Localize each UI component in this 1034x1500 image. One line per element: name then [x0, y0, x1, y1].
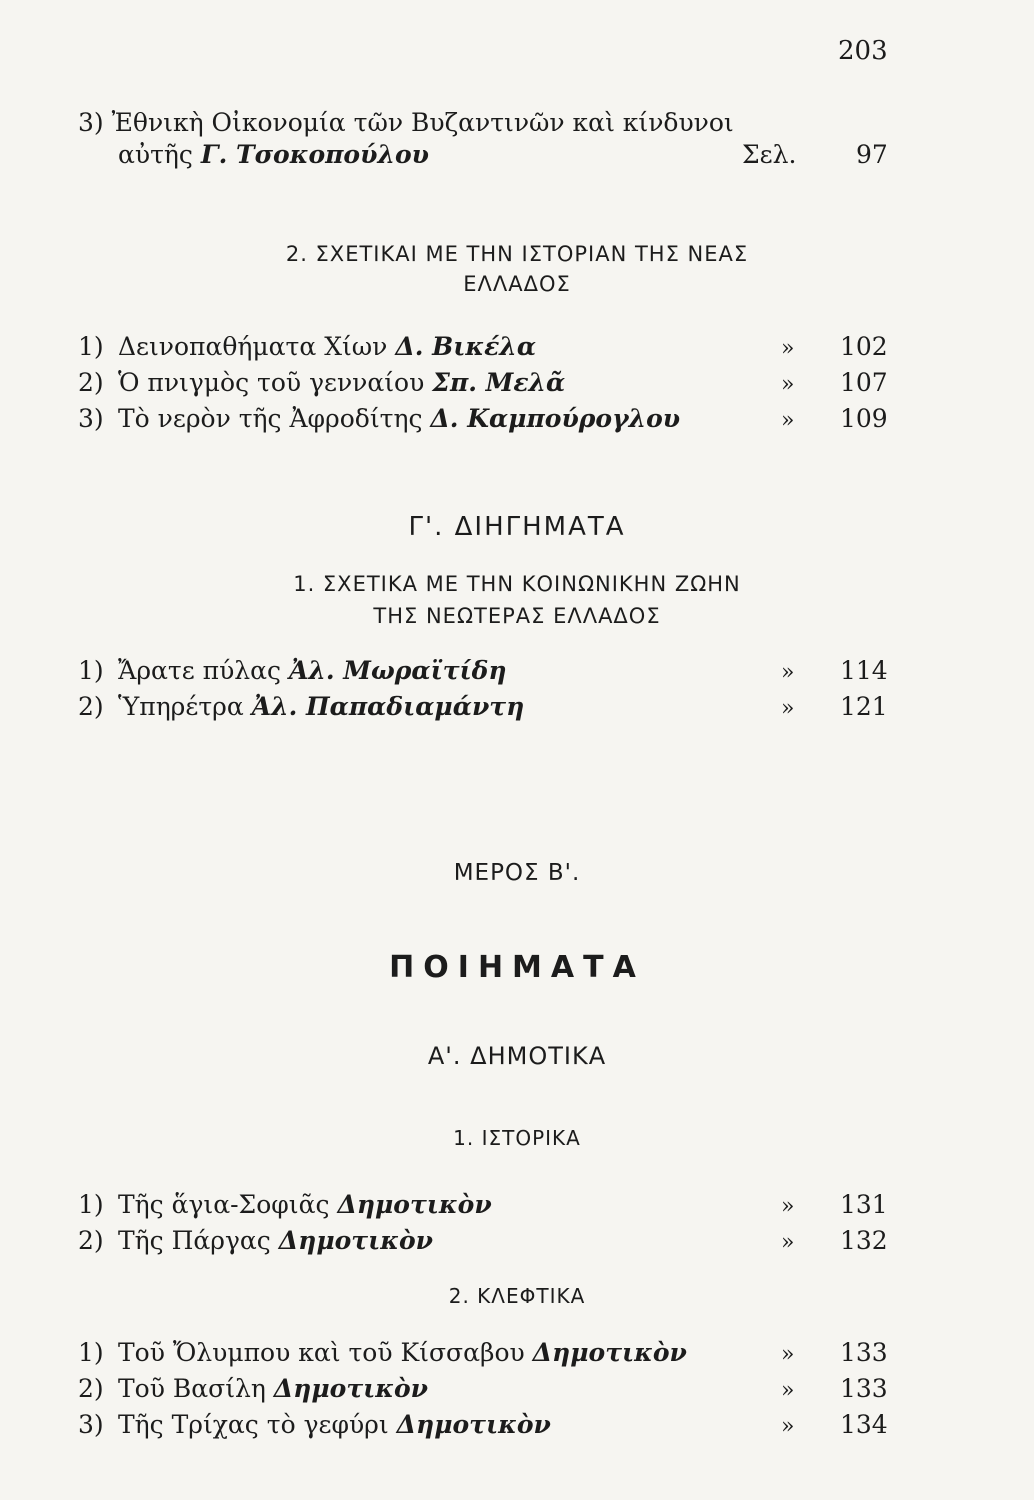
ditto-mark: » [781, 1414, 795, 1439]
toc-entry [78, 1190, 492, 1219]
entry-title: Τῆς Πάργας [118, 1226, 271, 1255]
section-heading-narratives: Γ'. ΔΙΗΓΗΜΑΤΑ [408, 512, 626, 542]
entry-page: 109 [840, 404, 888, 433]
entry-page: 114 [840, 656, 888, 685]
entry-number: 2) [78, 368, 104, 397]
entry-title: Ὑπηρέτρα [118, 692, 244, 721]
entry-title: Τοῦ Ὄλυμπου καὶ τοῦ Κίσσαβου [118, 1338, 525, 1367]
entry-author: Δ. Βικέλα [395, 332, 537, 361]
entry-number: 1) [78, 1338, 104, 1367]
subsection-heading-historical: 1. ΙΣΤΟΡΙΚΑ [453, 1126, 581, 1150]
section-heading-new-greece-history: 2. ΣΧΕΤΙΚΑΙ ΜΕ ΤΗΝ ΙΣΤΟΡΙΑΝ ΤΗΣ ΝΕΑΣ [285, 242, 749, 266]
entry-title: Τῆς ἅγια-Σοφιᾶς [118, 1190, 330, 1219]
entry-title: αὐτῆς [118, 140, 193, 169]
ditto-mark: » [781, 660, 795, 685]
ditto-mark: » [781, 408, 795, 433]
entry-title: Τὸ νερὸν τῆς Ἀφροδίτης [118, 404, 423, 433]
entry-author: Δημοτικὸν [532, 1338, 687, 1367]
toc-entry [78, 1374, 428, 1403]
toc-entry [78, 656, 507, 685]
subsection-heading-klephtic: 2. ΚΛΕΦΤΙΚΑ [448, 1284, 586, 1308]
entry-number: 3) [78, 1410, 104, 1439]
entry-author: Σπ. Μελᾶ [432, 368, 566, 397]
toc-entry-economy-line1: 3) Ἐθνικὴ Οἰκονομία τῶν Βυζαντινῶν καὶ κίνδυνοι [78, 108, 734, 137]
entry-title: Τοῦ Βασίλη [118, 1374, 266, 1403]
toc-entry [78, 332, 536, 361]
entry-title: Ὁ πνιγμὸς τοῦ γενναίου [118, 368, 425, 397]
entry-page: 133 [840, 1338, 888, 1367]
entry-number: 3) [78, 404, 104, 433]
entry-author: Γ. Τσοκοπούλου [200, 140, 429, 169]
ditto-mark: » [781, 1194, 795, 1219]
part-b-heading: ΜΕΡΟΣ Β'. [453, 860, 581, 886]
page-number: 203 [838, 36, 888, 66]
entry-author: Δημοτικὸν [396, 1410, 551, 1439]
toc-entry [78, 404, 680, 433]
ditto-mark: » [781, 372, 795, 397]
ditto-mark: » [781, 1378, 795, 1403]
entry-page: 102 [840, 332, 888, 361]
entry-title: Δεινοπαθήματα Χίων [118, 332, 388, 361]
entry-author: Ἀλ. Μωραϊτίδη [288, 656, 507, 685]
entry-page: 131 [840, 1190, 888, 1219]
toc-entry [78, 1226, 433, 1255]
sel-label: Σελ. [742, 140, 797, 169]
entry-number: 1) [78, 1190, 104, 1219]
ditto-mark: » [781, 1230, 795, 1255]
entry-page: 121 [840, 692, 888, 721]
entry-author: Ἀλ. Παπαδιαμάντη [251, 692, 525, 721]
subsection-heading-social-life-line2: ΤΗΣ ΝΕΩΤΕΡΑΣ ΕΛΛΑΔΟΣ [373, 604, 661, 628]
toc-entry [78, 1410, 551, 1439]
ditto-mark: » [781, 1342, 795, 1367]
entry-number: 2) [78, 1226, 104, 1255]
entry-page: 97 [856, 140, 888, 169]
toc-entry [78, 692, 524, 721]
ditto-mark: » [781, 696, 795, 721]
entry-author: Δημοτικὸν [278, 1226, 433, 1255]
entry-page: 133 [840, 1374, 888, 1403]
entry-page: 134 [840, 1410, 888, 1439]
entry-author: Δημοτικὸν [273, 1374, 429, 1403]
entry-title: Τῆς Τρίχας τὸ γεφύρι [118, 1410, 389, 1439]
poems-heading: ΠΟΙΗΜΑΤΑ [389, 950, 645, 985]
toc-entry [78, 1338, 687, 1367]
section-heading-new-greece-history-line2: ΕΛΛΑΔΟΣ [463, 272, 571, 296]
entry-page: 107 [840, 368, 888, 397]
toc-entry [78, 368, 565, 397]
entry-number: 2) [78, 692, 104, 721]
folk-songs-heading: Α'. ΔΗΜΟΤΙΚΑ [427, 1042, 607, 1070]
entry-number: 1) [78, 656, 104, 685]
entry-title: Ἄρατε πύλας [118, 656, 282, 685]
entry-author: Δ. Καμπούρογλου [430, 404, 681, 433]
subsection-heading-social-life: 1. ΣΧΕΤΙΚΑ ΜΕ ΤΗΝ ΚΟΙΝΩΝΙΚΗΝ ΖΩΗΝ [293, 572, 741, 596]
toc-entry-economy-line2 [118, 140, 429, 169]
entry-author: Δημοτικὸν [337, 1190, 492, 1219]
entry-number: 1) [78, 332, 104, 361]
ditto-mark: » [781, 336, 795, 361]
entry-page: 132 [840, 1226, 888, 1255]
entry-number: 2) [78, 1374, 104, 1403]
